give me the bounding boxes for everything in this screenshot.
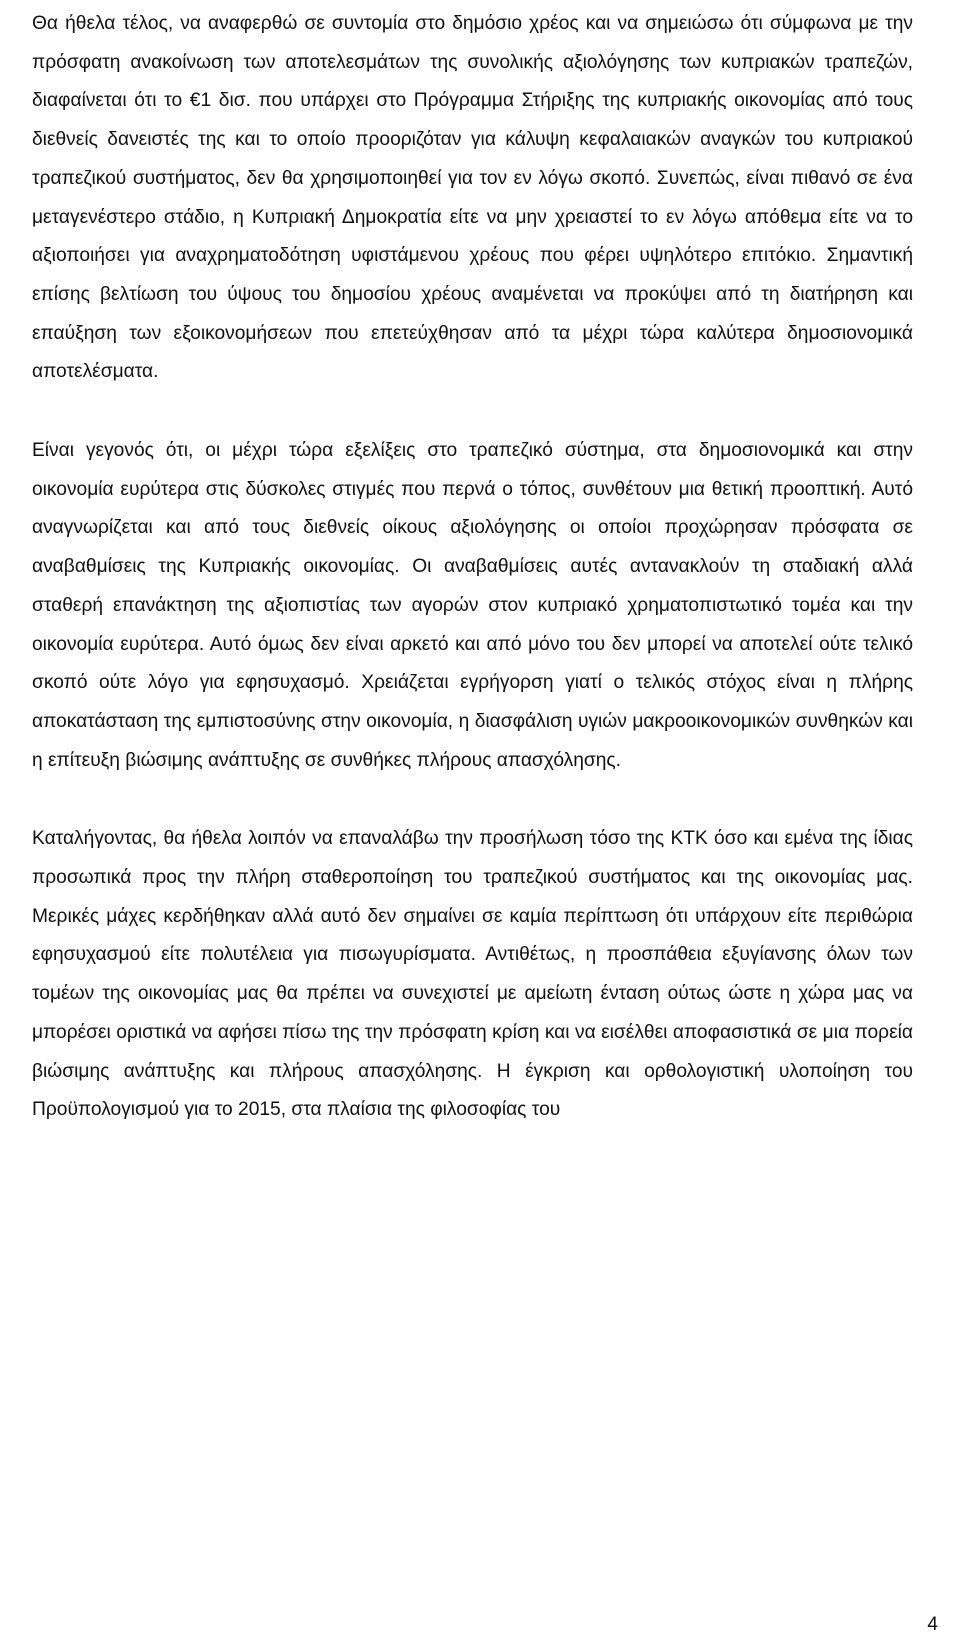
paragraph-positive-outlook: Είναι γεγονός ότι, οι μέχρι τώρα εξελίξεις στο τραπεζικό σύστημα, στα δημοσιονομικά και στην οικονομία ευρύτερα στις δύσκολες στιγμές που περνά ο τόπος, συνθέτουν μια θετική προοπτική. Αυτό αναγνωρίζεται και από τους διεθνείς οίκους αξιολόγησης οι οποίοι προχώρησαν πρόσφατα σε αναβαθμίσεις της Κυπριακής οικονομίας. Οι αναβαθμίσεις αυτές αντανακλούν τη σταδιακή αλλά σταθερή επανάκτηση της αξιοπιστίας των αγορών στον κυπριακό χρηματοπιστωτικό τομέα και την οικονομία ευρύτερα. Αυτό όμως δεν είναι αρκετό και από μόνο του δεν μπορεί να αποτελεί ούτε τελικό σκοπό ούτε λόγο για εφησυχασμό. Χρειάζεται εγρήγορση γιατί ο τελικός στόχος είναι η πλήρης αποκατάσταση της εμπιστοσύνης στην οικονομία, η διασφάλιση υγιών μακροοικονομικών συνθηκών και η επίτευξη βιώσιμης ανάπτυξης σε συνθήκες πλήρους απασχόλησης. <box>32 440 913 771</box>
paragraph-conclusion: Καταλήγοντας, θα ήθελα λοιπόν να επαναλάβω την προσήλωση τόσο της ΚΤΚ όσο και εμένα της ίδιας προσωπικά προς την πλήρη σταθεροποίηση του τραπεζικού συστήματος και της οικονομίας μας. Μερικές μάχες κερδήθηκαν αλλά αυτό δεν σημαίνει σε καμία περίπτωση ότι υπάρχουν είτε περιθώρια εφησυχασμού είτε πολυτέλεια για πισωγυρίσματα. Αντιθέτως, η προσπάθεια εξυγίανσης όλων των τομέων της οικονομίας μας θα πρέπει να συνεχιστεί με αμείωτη ένταση ούτως ώστε η χώρα μας να μπορέσει οριστικά να αφήσει πίσω της την πρόσφατη κρίση και να εισέλθει αποφασιστικά σε μια πορεία βιώσιμης ανάπτυξης και πλήρους απασχόλησης. Η έγκριση και ορθολογιστική υλοποίηση του Προϋπολογισμού για το 2015, στα πλαίσια της φιλοσοφίας του <box>32 828 913 1121</box>
page-number: 4 <box>927 1614 938 1635</box>
document-page <box>32 0 913 1130</box>
paragraph-public-debt: Θα ήθελα τέλος, να αναφερθώ σε συντομία στο δημόσιο χρέος και να σημειώσω ότι σύμφωνα με την πρόσφατη ανακοίνωση των αποτελεσμάτων της συνολικής αξιολόγησης των κυπριακών τραπεζών, διαφαίνεται ότι το €1 δισ. που υπάρχει στο Πρόγραμμα Στήριξης της κυπριακής οικονομίας από τους διεθνείς δανειστές της και το οποίο προοριζόταν για κάλυψη κεφαλαιακών αναγκών του κυπριακού τραπεζικού συστήματος, δεν θα χρησιμοποιηθεί για τον εν λόγω σκοπό. Συνεπώς, είναι πιθανό σε ένα μεταγενέστερο στάδιο, η Κυπριακή Δημοκρατία είτε να μην χρειαστεί το εν λόγω απόθεμα είτε να το αξιοποιήσει για αναχρηματοδότηση υφιστάμενου χρέους που φέρει υψηλότερο επιτόκιο. Σημαντική επίσης βελτίωση του ύψους του δημοσίου χρέους αναμένεται να προκύψει από τη διατήρηση και επαύξηση των εξοικονομήσεων που επετεύχθησαν από τα μέχρι τώρα καλύτερα δημοσιονομικά αποτελέσματα. <box>32 13 913 383</box>
